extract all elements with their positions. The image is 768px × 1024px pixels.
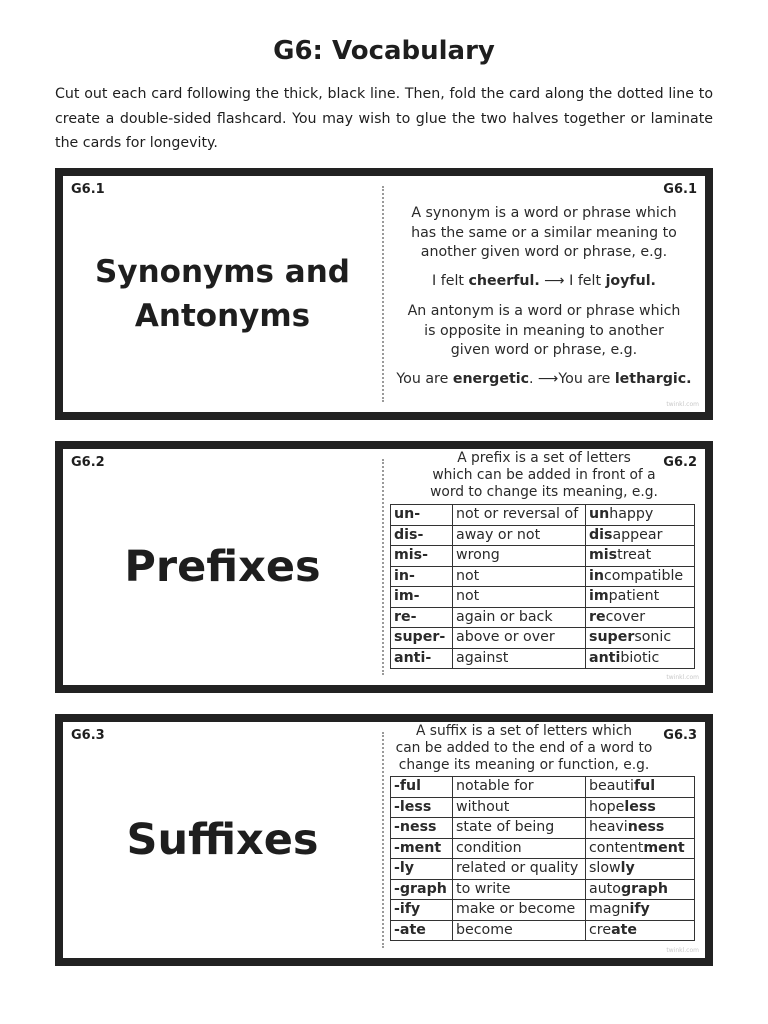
table-row — [391, 900, 695, 921]
example-affix-part: un — [589, 506, 610, 523]
card-front-title: Prefixes — [124, 542, 321, 592]
arrow-icon: ⟶ — [544, 273, 565, 289]
card-code-front: G6.3 — [71, 728, 105, 743]
example-root-part: heavi — [589, 819, 628, 836]
prefix-cell: mis- — [391, 546, 453, 567]
table-row — [391, 607, 695, 628]
example-root-part: magn — [589, 901, 630, 918]
watermark: twinkl.com — [666, 947, 699, 954]
suffix-definition-line3: change its meaning or function, e.g. — [398, 757, 650, 773]
example-cell — [586, 859, 695, 880]
example-root-part: auto — [589, 880, 621, 897]
meaning-cell: away or not — [453, 525, 586, 546]
flashcard-prefixes — [55, 441, 713, 693]
suffix-cell: -graph — [391, 879, 453, 900]
example-affix-part: super — [589, 629, 635, 646]
table-row — [391, 525, 695, 546]
example-root-part: patient — [608, 588, 660, 605]
arrow-icon: ⟶ — [538, 371, 559, 387]
fold-line — [382, 459, 384, 675]
example-cell — [586, 546, 695, 567]
table-row — [391, 648, 695, 669]
prefix-definition-line3: word to change its meaning, e.g. — [430, 484, 658, 500]
example-affix-part: graph — [620, 880, 668, 897]
example-root-part: biotic — [620, 649, 660, 666]
table-row — [391, 859, 695, 880]
fold-line — [382, 186, 384, 402]
example-root-part: content — [589, 839, 644, 856]
table-row — [391, 566, 695, 587]
example-root-part: slow — [589, 860, 621, 877]
watermark: twinkl.com — [666, 674, 699, 681]
table-row — [391, 797, 695, 818]
meaning-cell: again or back — [453, 607, 586, 628]
prefix-cell: re- — [391, 607, 453, 628]
example-cell — [586, 777, 695, 798]
suffix-definition-line1: A suffix is a set of letters which — [415, 723, 633, 739]
antonym-definition-line3: given word or phrase, e.g. — [450, 342, 638, 358]
example-root-part: appear — [612, 526, 663, 543]
instructions: Cut out each card following the thick, black line. Then, fold the card along the dotted line to create a double-sided flashcard. You may wish to glue the two halves together or laminate the cards for longevity. — [55, 86, 713, 151]
front-title-line1: Synonyms and — [95, 254, 350, 290]
suffix-cell: -ful — [391, 777, 453, 798]
meaning-cell: become — [453, 920, 586, 941]
meaning-cell: without — [453, 797, 586, 818]
fold-line — [382, 732, 384, 948]
prefix-cell: in- — [391, 566, 453, 587]
example-cell — [586, 879, 695, 900]
example-cell — [586, 505, 695, 526]
card-back — [389, 449, 699, 685]
table-row — [391, 838, 695, 859]
example-affix-part: ify — [629, 901, 650, 918]
prefix-cell: dis- — [391, 525, 453, 546]
card-front-title — [63, 176, 382, 412]
table-row — [391, 546, 695, 567]
table-row — [391, 587, 695, 608]
meaning-cell: not or reversal of — [453, 505, 586, 526]
example-affix-part: mis — [589, 547, 618, 564]
example-root-part: happy — [609, 506, 654, 523]
example-cell — [586, 648, 695, 669]
example-root-part: beauti — [589, 778, 634, 795]
meaning-cell: to write — [453, 879, 586, 900]
example-word: cheerful. — [468, 273, 540, 289]
example-cell — [586, 607, 695, 628]
example-text: You are — [396, 371, 453, 387]
example-cell — [586, 900, 695, 921]
example-cell — [586, 838, 695, 859]
example-root-part: treat — [617, 547, 652, 564]
suffix-cell: -ify — [391, 900, 453, 921]
flashcard-synonyms-antonyms — [55, 168, 713, 420]
watermark: twinkl.com — [666, 401, 699, 408]
example-word: energetic — [452, 371, 530, 387]
synonym-definition-line3: another given word or phrase, e.g. — [420, 244, 668, 260]
example-cell — [586, 566, 695, 587]
meaning-cell: not — [453, 587, 586, 608]
example-text: You are — [558, 371, 615, 387]
antonym-example — [389, 370, 699, 390]
example-root-part: cover — [605, 608, 646, 625]
example-cell — [586, 628, 695, 649]
meaning-cell: condition — [453, 838, 586, 859]
card-front-title: Suffixes — [126, 815, 319, 865]
antonym-definition-line1: An antonym is a word or phrase which — [407, 303, 681, 319]
meaning-cell: above or over — [453, 628, 586, 649]
suffix-cell: -ment — [391, 838, 453, 859]
example-cell — [586, 920, 695, 941]
table-row — [391, 920, 695, 941]
example-root-part: hope — [589, 798, 625, 815]
card-code-back: G6.3 — [663, 728, 697, 743]
meaning-cell: against — [453, 648, 586, 669]
example-word: lethargic. — [614, 371, 692, 387]
card-code-front: G6.1 — [71, 182, 105, 197]
suffix-table — [390, 776, 695, 941]
suffix-definition-line2: can be added to the end of a word to — [395, 740, 653, 756]
example-affix-part: in — [589, 567, 604, 584]
suffix-cell: -ly — [391, 859, 453, 880]
flashcard-suffixes — [55, 714, 713, 966]
card-code-back: G6.2 — [663, 455, 697, 470]
meaning-cell: make or become — [453, 900, 586, 921]
example-affix-part: ly — [620, 860, 635, 877]
example-affix-part: less — [624, 798, 656, 815]
example-word: joyful. — [605, 273, 656, 289]
synonym-definition-line1: A synonym is a word or phrase which — [411, 205, 677, 221]
example-root-part: cre — [589, 921, 612, 938]
example-cell — [586, 797, 695, 818]
table-row — [391, 879, 695, 900]
example-affix-part: ment — [643, 839, 685, 856]
meaning-cell: not — [453, 566, 586, 587]
table-row — [391, 777, 695, 798]
example-text: . — [529, 371, 534, 387]
card-code-front: G6.2 — [71, 455, 105, 470]
meaning-cell: wrong — [453, 546, 586, 567]
example-root-part: sonic — [634, 629, 672, 646]
antonym-definition-line2: is opposite in meaning to another — [424, 322, 664, 339]
example-cell — [586, 818, 695, 839]
card-code-back: G6.1 — [663, 182, 697, 197]
card-back — [389, 722, 699, 958]
example-text: I felt — [564, 273, 606, 289]
front-title-line2: Antonyms — [134, 298, 311, 334]
suffix-cell: -ness — [391, 818, 453, 839]
prefix-cell: super- — [391, 628, 453, 649]
example-affix-part: im — [589, 588, 609, 605]
prefix-table — [390, 504, 695, 669]
synonym-definition-line2: has the same or a similar meaning to — [411, 224, 677, 241]
synonym-example — [389, 272, 699, 292]
table-row — [391, 628, 695, 649]
prefix-cell: un- — [391, 505, 453, 526]
example-affix-part: dis — [589, 526, 613, 543]
example-text: I felt — [432, 273, 469, 289]
prefix-definition-line1: A prefix is a set of letters — [457, 450, 631, 466]
card-back — [389, 176, 699, 412]
example-affix-part: ful — [633, 778, 656, 795]
prefix-cell: im- — [391, 587, 453, 608]
example-affix-part: ate — [611, 921, 638, 938]
meaning-cell: state of being — [453, 818, 586, 839]
prefix-definition-line2: which can be added in front of a — [432, 467, 656, 483]
example-root-part: compatible — [603, 567, 684, 584]
table-row — [391, 505, 695, 526]
suffix-cell: -less — [391, 797, 453, 818]
table-row — [391, 818, 695, 839]
meaning-cell: related or quality — [453, 859, 586, 880]
example-affix-part: anti — [589, 649, 621, 666]
suffix-cell: -ate — [391, 920, 453, 941]
example-cell — [586, 587, 695, 608]
example-affix-part: ness — [627, 819, 665, 836]
page-title: G6: Vocabulary — [273, 36, 495, 66]
example-affix-part: re — [589, 608, 606, 625]
prefix-cell: anti- — [391, 648, 453, 669]
meaning-cell: notable for — [453, 777, 586, 798]
example-cell — [586, 525, 695, 546]
